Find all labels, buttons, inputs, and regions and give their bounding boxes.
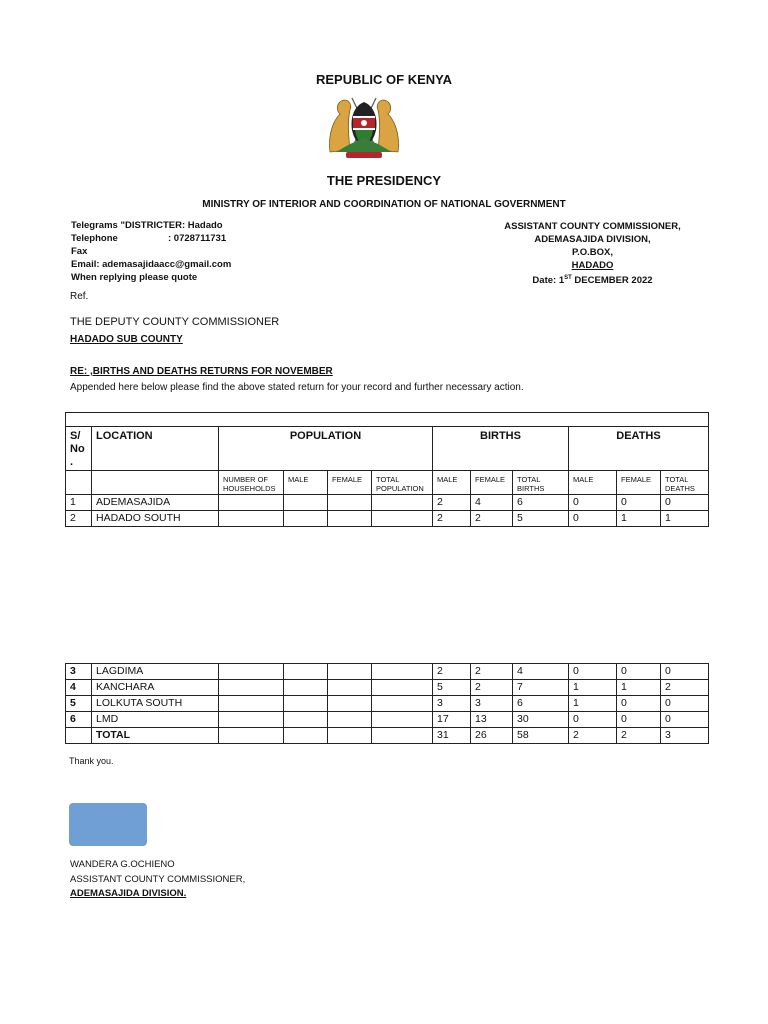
cell-deaths-total: 0 — [661, 495, 709, 511]
subheader-pop-male: MALE — [284, 471, 328, 495]
cell-pop-male — [284, 495, 328, 511]
cell-pop-female — [328, 495, 372, 511]
cell-total-pop — [372, 664, 433, 680]
cell-households — [219, 712, 284, 728]
cell-births-male: 3 — [433, 696, 471, 712]
cell-births-male: 2 — [433, 495, 471, 511]
cell-deaths-female: 0 — [617, 664, 661, 680]
cell-deaths-total: 2 — [661, 680, 709, 696]
cell-deaths-male: 1 — [569, 680, 617, 696]
cell-pop-female — [328, 712, 372, 728]
cell-location: HADADO SOUTH — [92, 511, 219, 527]
republic-heading: REPUBLIC OF KENYA — [315, 72, 453, 87]
closing-text: Thank you. — [69, 756, 114, 766]
cell-households — [219, 696, 284, 712]
cell-total-pop — [372, 712, 433, 728]
cell-deaths-female: 0 — [617, 495, 661, 511]
cell-deaths-total: 0 — [661, 664, 709, 680]
body-text: Appended here below please find the above stated return for your record and further necessary action. — [70, 382, 524, 393]
header-location: LOCATION — [92, 427, 219, 471]
cell-births-female: 2 — [471, 680, 513, 696]
returns-table-top — [65, 412, 709, 527]
letter-date — [470, 272, 715, 287]
coat-of-arms-icon — [322, 92, 406, 160]
cell-deaths-male: 0 — [569, 495, 617, 511]
cell-births-male: 2 — [433, 511, 471, 527]
signatory-division: ADEMASAJIDA DIVISION. — [70, 888, 187, 899]
cell-sno: 3 — [66, 664, 92, 680]
subheader-households: NUMBER OF HOUSEHOLDS — [219, 471, 284, 495]
total-deaths-male: 2 — [569, 728, 617, 744]
cell-total-pop — [372, 696, 433, 712]
cell-sno: 2 — [66, 511, 92, 527]
cell-location: KANCHARA — [92, 680, 219, 696]
cell-deaths-total: 1 — [661, 511, 709, 527]
office-address — [470, 220, 715, 287]
cell-deaths-male: 1 — [569, 696, 617, 712]
ref-label: Ref. — [70, 291, 89, 302]
table-row — [66, 696, 709, 712]
cell-households — [219, 680, 284, 696]
returns-table-bottom — [65, 663, 709, 744]
cell-total-pop — [372, 728, 433, 744]
recipient-line-2: HADADO SUB COUNTY — [70, 334, 183, 345]
cell-households — [219, 511, 284, 527]
email-line: Email: ademasajidaacc@gmail.com — [71, 259, 232, 270]
subheader-deaths-female: FEMALE — [617, 471, 661, 495]
cell-births-female: 3 — [471, 696, 513, 712]
subject-line: RE: ,BIRTHS AND DEATHS RETURNS FOR NOVEMBER — [70, 366, 333, 377]
cell-births-male: 2 — [433, 664, 471, 680]
telephone-value: : 0728711731 — [168, 233, 227, 244]
cell-location: LAGDIMA — [92, 664, 219, 680]
cell-pop-male — [284, 728, 328, 744]
office-line-3: P.O.BOX, — [571, 247, 613, 258]
total-deaths-female: 2 — [617, 728, 661, 744]
cell-location: LMD — [92, 712, 219, 728]
cell-births-female: 4 — [471, 495, 513, 511]
table-row — [66, 495, 709, 511]
office-line-1: ASSISTANT COUNTY COMMISSIONER, — [504, 221, 681, 232]
date-prefix: Date: 1 — [532, 275, 565, 287]
cell-pop-female — [328, 511, 372, 527]
table-row — [66, 664, 709, 680]
subheader-blank-location — [92, 471, 219, 495]
cell-deaths-female: 1 — [617, 680, 661, 696]
total-births-male: 31 — [433, 728, 471, 744]
sender-details — [71, 219, 231, 284]
telephone-line — [71, 232, 231, 245]
ministry-heading: MINISTRY OF INTERIOR AND COORDINATION OF NATIONAL GOVERNMENT — [202, 199, 566, 210]
cell-deaths-female: 0 — [617, 712, 661, 728]
header-births: BIRTHS — [433, 427, 569, 471]
cell-births-female: 13 — [471, 712, 513, 728]
cell-pop-male — [284, 696, 328, 712]
cell-births-total: 6 — [513, 495, 569, 511]
table-top-spacer — [66, 413, 709, 427]
cell-pop-male — [284, 664, 328, 680]
date-sup: ST — [564, 275, 572, 281]
cell-pop-female — [328, 696, 372, 712]
cell-households — [219, 664, 284, 680]
table-row — [66, 511, 709, 527]
cell-households — [219, 495, 284, 511]
cell-total-pop — [372, 495, 433, 511]
cell-deaths-total: 0 — [661, 696, 709, 712]
cell-sno: 1 — [66, 495, 92, 511]
subheader-total-deaths: TOTAL DEATHS — [661, 471, 709, 495]
cell-households — [219, 728, 284, 744]
telephone-label: Telephone — [71, 233, 118, 244]
signature-redaction — [69, 803, 147, 846]
fax-line: Fax — [71, 246, 88, 257]
cell-births-total: 30 — [513, 712, 569, 728]
signatory-name: WANDERA G.OCHIENO — [70, 859, 175, 870]
cell-pop-female — [328, 728, 372, 744]
cell-total-pop — [372, 511, 433, 527]
recipient-line-1: THE DEPUTY COUNTY COMMISSIONER — [70, 316, 280, 328]
subheader-births-male: MALE — [433, 471, 471, 495]
cell-deaths-female: 1 — [617, 511, 661, 527]
cell-births-male: 5 — [433, 680, 471, 696]
cell-births-total: 7 — [513, 680, 569, 696]
table-row — [66, 712, 709, 728]
total-label: TOTAL — [92, 728, 219, 744]
subheader-deaths-male: MALE — [569, 471, 617, 495]
cell-births-total: 5 — [513, 511, 569, 527]
cell-deaths-male: 0 — [569, 712, 617, 728]
cell-births-male: 17 — [433, 712, 471, 728]
cell-total-pop — [372, 680, 433, 696]
table-row — [66, 680, 709, 696]
total-births: 58 — [513, 728, 569, 744]
total-deaths: 3 — [661, 728, 709, 744]
cell-pop-female — [328, 664, 372, 680]
cell-location: ADEMASAJIDA — [92, 495, 219, 511]
signatory-block — [70, 858, 245, 902]
subheader-pop-female: FEMALE — [328, 471, 372, 495]
header-population: POPULATION — [219, 427, 433, 471]
cell-sno: 6 — [66, 712, 92, 728]
subheader-births-female: FEMALE — [471, 471, 513, 495]
cell-pop-male — [284, 511, 328, 527]
cell-pop-male — [284, 712, 328, 728]
cell-location: LOLKUTA SOUTH — [92, 696, 219, 712]
reply-note: When replying please quote — [71, 272, 198, 283]
office-line-4: HADADO — [571, 260, 614, 271]
office-line-2: ADEMASAJIDA DIVISION, — [534, 234, 651, 245]
header-sno: S/ No . — [66, 427, 92, 471]
header-deaths: DEATHS — [569, 427, 709, 471]
presidency-heading: THE PRESIDENCY — [326, 173, 442, 188]
total-births-female: 26 — [471, 728, 513, 744]
cell-births-total: 6 — [513, 696, 569, 712]
subheader-total-births: TOTAL BIRTHS — [513, 471, 569, 495]
signatory-title: ASSISTANT COUNTY COMMISSIONER, — [70, 873, 246, 885]
subheader-blank-sno — [66, 471, 92, 495]
cell-deaths-total: 0 — [661, 712, 709, 728]
cell-deaths-male: 0 — [569, 511, 617, 527]
cell-pop-male — [284, 680, 328, 696]
cell-sno-blank — [66, 728, 92, 744]
cell-deaths-female: 0 — [617, 696, 661, 712]
cell-births-total: 4 — [513, 664, 569, 680]
telegrams-line: Telegrams "DISTRICTER: Hadado — [71, 220, 223, 231]
cell-deaths-male: 0 — [569, 664, 617, 680]
cell-births-female: 2 — [471, 664, 513, 680]
date-suffix: DECEMBER 2022 — [571, 275, 653, 287]
cell-births-female: 2 — [471, 511, 513, 527]
cell-sno: 5 — [66, 696, 92, 712]
cell-sno: 4 — [66, 680, 92, 696]
total-row — [66, 728, 709, 744]
cell-pop-female — [328, 680, 372, 696]
subheader-total-population: TOTAL POPULATION — [372, 471, 433, 495]
